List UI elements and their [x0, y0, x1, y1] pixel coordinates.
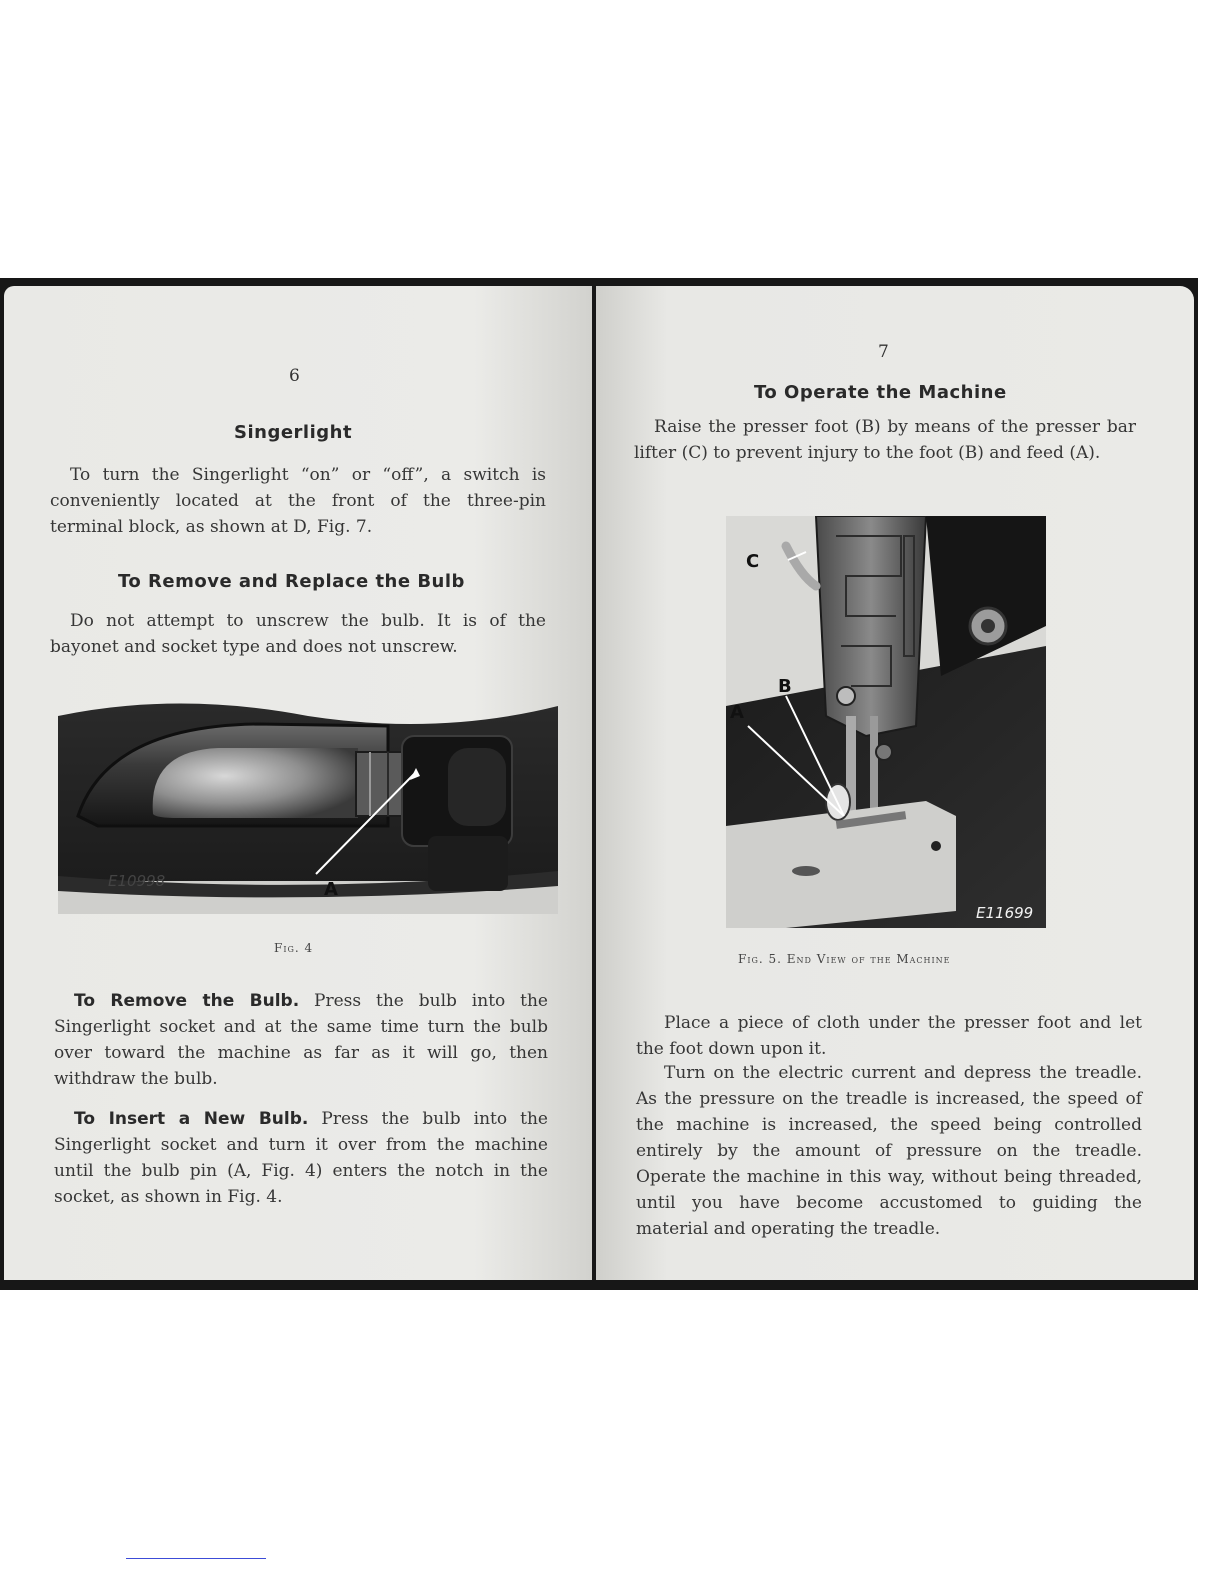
page-number-left: 6	[289, 366, 300, 386]
heading-operate-machine: To Operate the Machine	[754, 382, 1007, 403]
figure-5-machine-photo	[726, 516, 1046, 928]
para-raise-presser-foot: Raise the presser foot (B) by means of the presser bar lifter (C) to prevent injury to the foot (B) and feed (A).	[634, 417, 1136, 463]
para-place-cloth: Place a piece of cloth under the presser foot and let the foot down upon it.	[636, 1013, 1142, 1059]
page-number-right: 7	[878, 342, 889, 362]
para-insert-bulb	[54, 1106, 548, 1210]
lead-remove-bulb: To Remove the Bulb.	[74, 991, 300, 1011]
para-electric-current: Turn on the electric current and depress the treadle. As the pressure on the treadle is increased, the speed of the machine is increased, the speed being controlled entirely by the amount of pressure on the treadle. Operate the machine in this way, without being threaded, until you have become accustomed to guiding the material and operating the treadle.	[636, 1063, 1142, 1239]
figure-5-label-c: C	[746, 551, 760, 572]
figure-4-bulb-photo	[58, 696, 558, 914]
figure-4-caption: Fig. 4	[274, 941, 314, 955]
text-insert-bulb: Press the bulb into the Singerlight socket and turn it over from the machine until the bulb pin (A, Fig. 4) enters the notch in the socket, as shown in Fig. 4.	[54, 1109, 548, 1207]
heading-remove-replace-bulb: To Remove and Replace the Bulb	[118, 571, 465, 592]
left-page	[4, 286, 592, 1280]
machine-end-view-illustration	[726, 516, 1046, 928]
figure-5-label-b: B	[778, 676, 792, 697]
figure-5-code: E11699	[976, 904, 1034, 922]
para-remove-replace: Do not attempt to unscrew the bulb. It is of the bayonet and socket type and does not unscrew.	[50, 611, 546, 657]
footnote-rule	[126, 1558, 266, 1559]
figure-5-label-a: A	[730, 702, 744, 723]
right-page	[596, 286, 1194, 1280]
figure-4-label-a: A	[324, 879, 338, 900]
lead-insert-bulb: To Insert a New Bulb.	[74, 1109, 309, 1129]
para-singerlight: To turn the Singerlight “on” or “off”, a switch is conveniently located at the front of the three-pin terminal block, as shown at D, Fig. 7.	[50, 465, 546, 537]
figure-4-code: E10998	[108, 872, 166, 890]
book-spread	[0, 278, 1198, 1290]
heading-singerlight: Singerlight	[234, 422, 353, 443]
text-remove-bulb: Press the bulb into the Singerlight socket and at the same time turn the bulb over toward the machine as far as it will go, then withdraw the bulb.	[54, 991, 548, 1089]
figure-5-caption: Fig. 5. End View of the Machine	[738, 952, 951, 966]
para-remove-bulb	[54, 988, 548, 1092]
